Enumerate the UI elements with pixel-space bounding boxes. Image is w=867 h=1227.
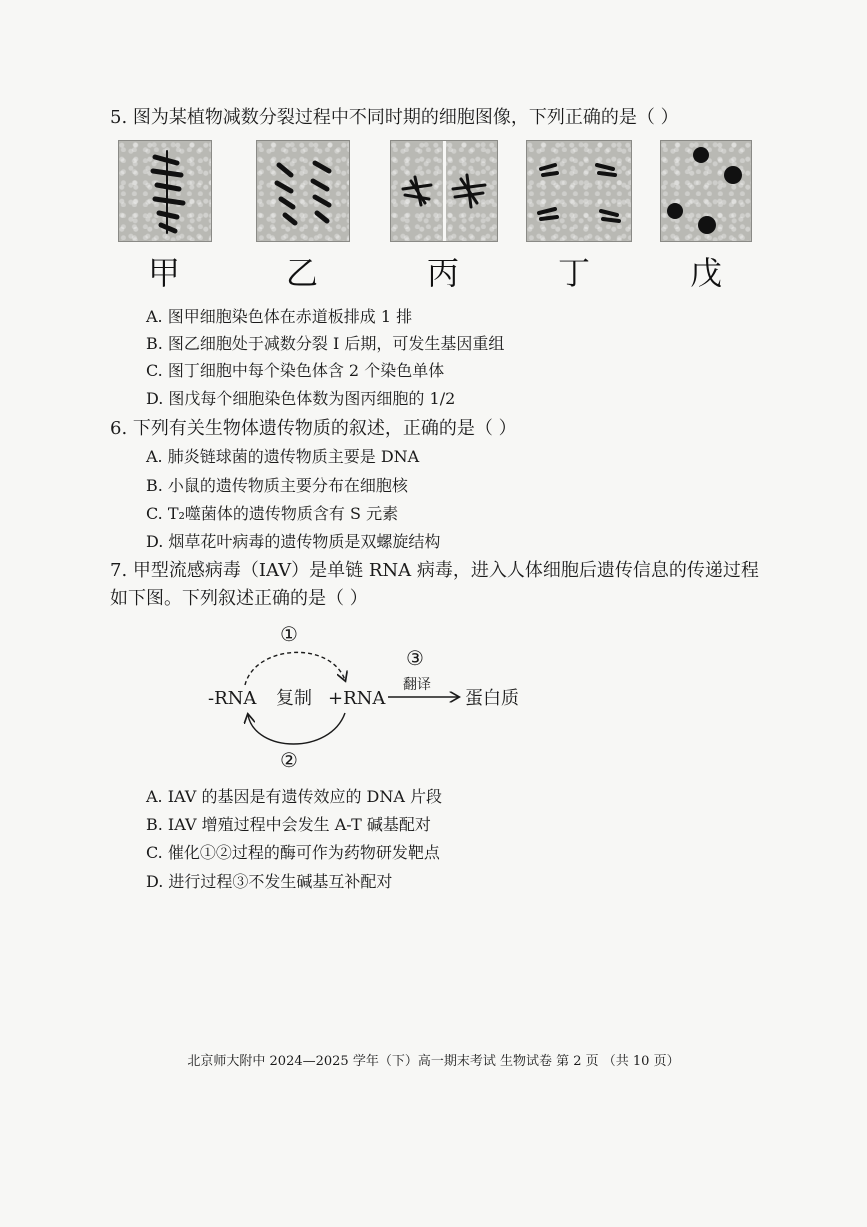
panel-label-jia: 甲 [147, 254, 180, 292]
replication-arrow-top [245, 652, 345, 685]
q5-option-a: A. 图甲细胞染色体在赤道板排成 1 排 [146, 307, 413, 326]
panel-label-ding: 丁 [557, 254, 590, 292]
panel-label-wu: 戊 [689, 254, 722, 292]
q7-stem-line2: 如下图。下列叙述正确的是（ ） [110, 588, 368, 609]
micrograph-bing [390, 140, 498, 242]
q5-option-b: B. 图乙细胞处于减数分裂 I 后期，可发生基因重组 [146, 334, 505, 353]
q7-option-d: D. 进行过程③不发生碱基互补配对 [146, 872, 393, 891]
protein-label: 蛋白质 [465, 688, 519, 709]
micrograph-ding [526, 140, 632, 242]
micrograph-yi [256, 140, 350, 242]
translation-label: 翻译 [403, 677, 431, 693]
replication-arrow-bottom [248, 713, 345, 744]
q7-option-a: A. IAV 的基因是有遗传效应的 DNA 片段 [146, 787, 443, 806]
q7-option-c: C. 催化①②过程的酶可作为药物研发靶点 [146, 843, 440, 862]
q7-stem-line1: 7. 甲型流感病毒（IAV）是单链 RNA 病毒，进入人体细胞后遗传信息的传递过程 [110, 560, 759, 581]
q5-stem: 5. 图为某植物减数分裂过程中不同时期的细胞图像，下列正确的是（ ） [110, 107, 679, 128]
q5-option-c: C. 图丁细胞中每个染色体含 2 个染色单体 [146, 361, 445, 380]
q6-option-d: D. 烟草花叶病毒的遗传物质是双螺旋结构 [146, 532, 441, 551]
q7-option-b: B. IAV 增殖过程中会发生 A-T 碱基配对 [146, 815, 431, 834]
step-2-marker: ② [280, 748, 298, 772]
micrograph-jia [118, 140, 212, 242]
step-1-marker: ① [280, 622, 298, 646]
q6-option-a: A. 肺炎链球菌的遗传物质主要是 DNA [146, 447, 420, 466]
step-3-marker: ③ [406, 646, 424, 670]
micrograph-wu [660, 140, 752, 242]
replication-label: 复制 [276, 688, 312, 709]
panel-label-bing: 丙 [426, 254, 459, 292]
panel-label-yi: 乙 [285, 254, 318, 292]
rna-flow-diagram [200, 615, 540, 780]
q6-option-c: C. T₂噬菌体的遗传物质含有 S 元素 [146, 504, 399, 523]
q5-option-d: D. 图戊每个细胞染色体数为图丙细胞的 1/2 [146, 389, 456, 408]
q6-stem: 6. 下列有关生物体遗传物质的叙述，正确的是（ ） [110, 418, 517, 439]
page-footer: 北京师大附中 2024—2025 学年（下）高一期末考试 生物试卷 第 2 页 （共 10 页） [187, 1054, 680, 1069]
minus-rna-label: -RNA [208, 688, 257, 709]
q6-option-b: B. 小鼠的遗传物质主要分布在细胞核 [146, 476, 408, 495]
plus-rna-label: +RNA [328, 688, 386, 709]
